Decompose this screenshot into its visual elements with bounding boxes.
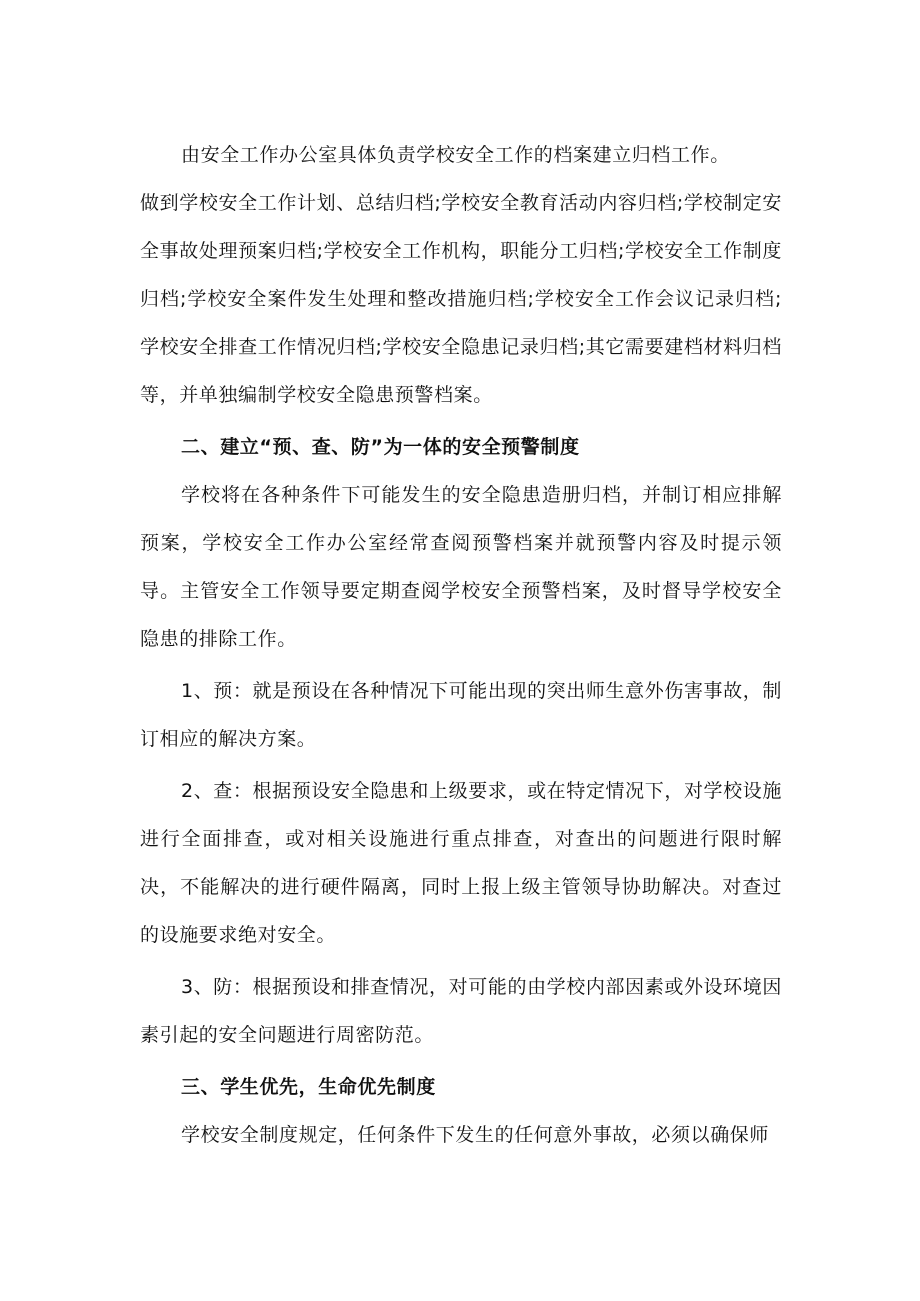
heading-student-life-priority: 三、学生优先，生命优先制度 <box>181 1076 436 1098</box>
heading-warning-system: 二、建立“预、查、防”为一体的安全预警制度 <box>181 436 580 458</box>
paragraph-archive-items: 做到学校安全工作计划、总结归档;学校安全教育活动内容归档;学校制定安全事故处理预案归档;学校安全工作机构，职能分工归档;学校安全工作制度归档;学校安全案件发生处理和整改措施归档;学校安全工作会议记录归档;学校安全排查工作情况归档;学校安全隐患记录归档;其它需要建档材料归档等，并单独编制学校安全隐患预警档案。 <box>140 192 782 406</box>
paragraph-warning-archive: 学校将在各种条件下可能发生的安全隐患造册归档，并制订相应排解预案，学校安全工作办公室经常查阅预警档案并就预警内容及时提示领导。主管安全工作领导要定期查阅学校安全预警档案，及时督导学校安全隐患的排除工作。 <box>140 484 782 650</box>
paragraph-archive-responsibility: 由安全工作办公室具体负责学校安全工作的档案建立归档工作。 <box>181 144 730 166</box>
paragraph-life-priority: 学校安全制度规定，任何条件下发生的任何意外事故，必须以确保师 <box>181 1124 770 1146</box>
paragraph-prevent: 1、预：就是预设在各种情况下可能出现的突出师生意外伤害事故，制订相应的解决方案。 <box>140 680 782 750</box>
paragraph-defend: 3、防：根据预设和排查情况，对可能的由学校内部因素或外设环境因素引起的安全问题进行周密防范。 <box>140 976 782 1046</box>
paragraph-inspect: 2、查：根据预设安全隐患和上级要求，或在特定情况下，对学校设施进行全面排查，或对相关设施进行重点排查，对查出的问题进行限时解决，不能解决的进行硬件隔离，同时上报上级主管领导协助解决。对查过的设施要求绝对安全。 <box>140 780 782 946</box>
document-body <box>140 131 782 1159</box>
